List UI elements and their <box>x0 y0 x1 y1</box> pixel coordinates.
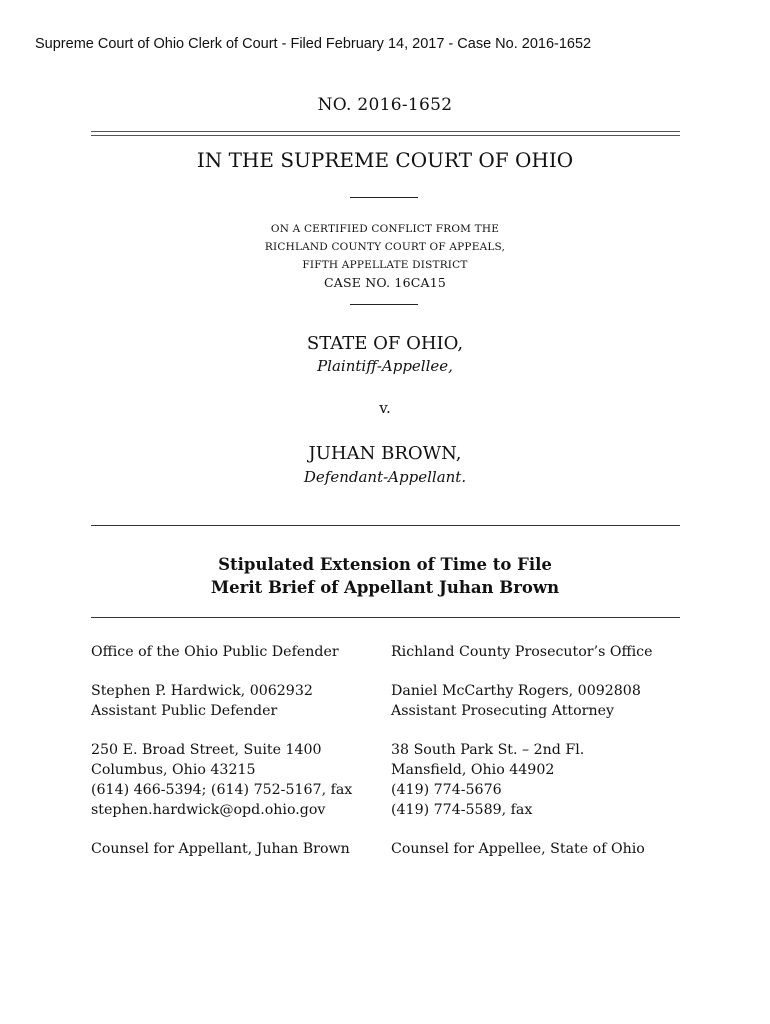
case-number: NO. 2016-1652 <box>317 95 453 115</box>
versus: v. <box>379 399 391 417</box>
attorney-title: Assistant Public Defender <box>91 703 278 719</box>
divider <box>91 617 680 618</box>
attorney-name: Daniel McCarthy Rogers, 0092808 <box>391 683 641 699</box>
address-line: 38 South Park St. – 2nd Fl. <box>391 742 585 758</box>
divider <box>91 525 680 526</box>
attorney-title: Assistant Prosecuting Attorney <box>391 703 615 719</box>
counsel-for: Counsel for Appellee, State of Ohio <box>391 841 645 857</box>
document-title <box>0 553 770 599</box>
short-divider <box>350 197 418 198</box>
origin-line: ON A CERTIFIED CONFLICT FROM THE <box>270 223 500 235</box>
address-line: Columbus, Ohio 43215 <box>91 762 256 778</box>
appellee-counsel-block <box>391 642 652 878</box>
appellant-counsel-block <box>91 642 352 878</box>
office-name: Office of the Ohio Public Defender <box>91 644 339 660</box>
document-title-line: Merit Brief of Appellant Juhan Brown <box>210 578 560 597</box>
office-name: Richland County Prosecutor’s Office <box>391 644 653 660</box>
short-divider <box>350 304 418 305</box>
origin-line: RICHLAND COUNTY COURT OF APPEALS, <box>264 241 506 253</box>
defendant-name: JUHAN BROWN, <box>308 443 462 464</box>
origin-block <box>0 220 770 292</box>
origin-case-number: CASE NO. 16CA15 <box>323 275 447 290</box>
email: stephen.hardwick@opd.ohio.gov <box>91 802 326 818</box>
plaintiff-name: STATE OF OHIO, <box>306 333 464 354</box>
attorney-name: Stephen P. Hardwick, 0062932 <box>91 683 313 699</box>
origin-line: FIFTH APPELLATE DISTRICT <box>302 259 468 271</box>
document-title-line: Stipulated Extension of Time to File <box>218 555 552 574</box>
phone: (614) 466-5394; (614) 752-5167, fax <box>91 782 353 798</box>
address-line: Mansfield, Ohio 44902 <box>391 762 555 778</box>
court-title: IN THE SUPREME COURT OF OHIO <box>196 148 574 172</box>
counsel-for: Counsel for Appellant, Juhan Brown <box>91 841 350 857</box>
plaintiff-role: Plaintiff-Appellee, <box>317 357 453 375</box>
fax: (419) 774-5589, fax <box>391 802 533 818</box>
double-divider <box>91 131 680 136</box>
address-line: 250 E. Broad Street, Suite 1400 <box>91 742 322 758</box>
filing-stamp-header: Supreme Court of Ohio Clerk of Court - Filed February 14, 2017 - Case No. 2016-1652 <box>35 36 592 52</box>
phone: (419) 774-5676 <box>391 782 502 798</box>
defendant-role: Defendant-Appellant. <box>303 468 467 486</box>
